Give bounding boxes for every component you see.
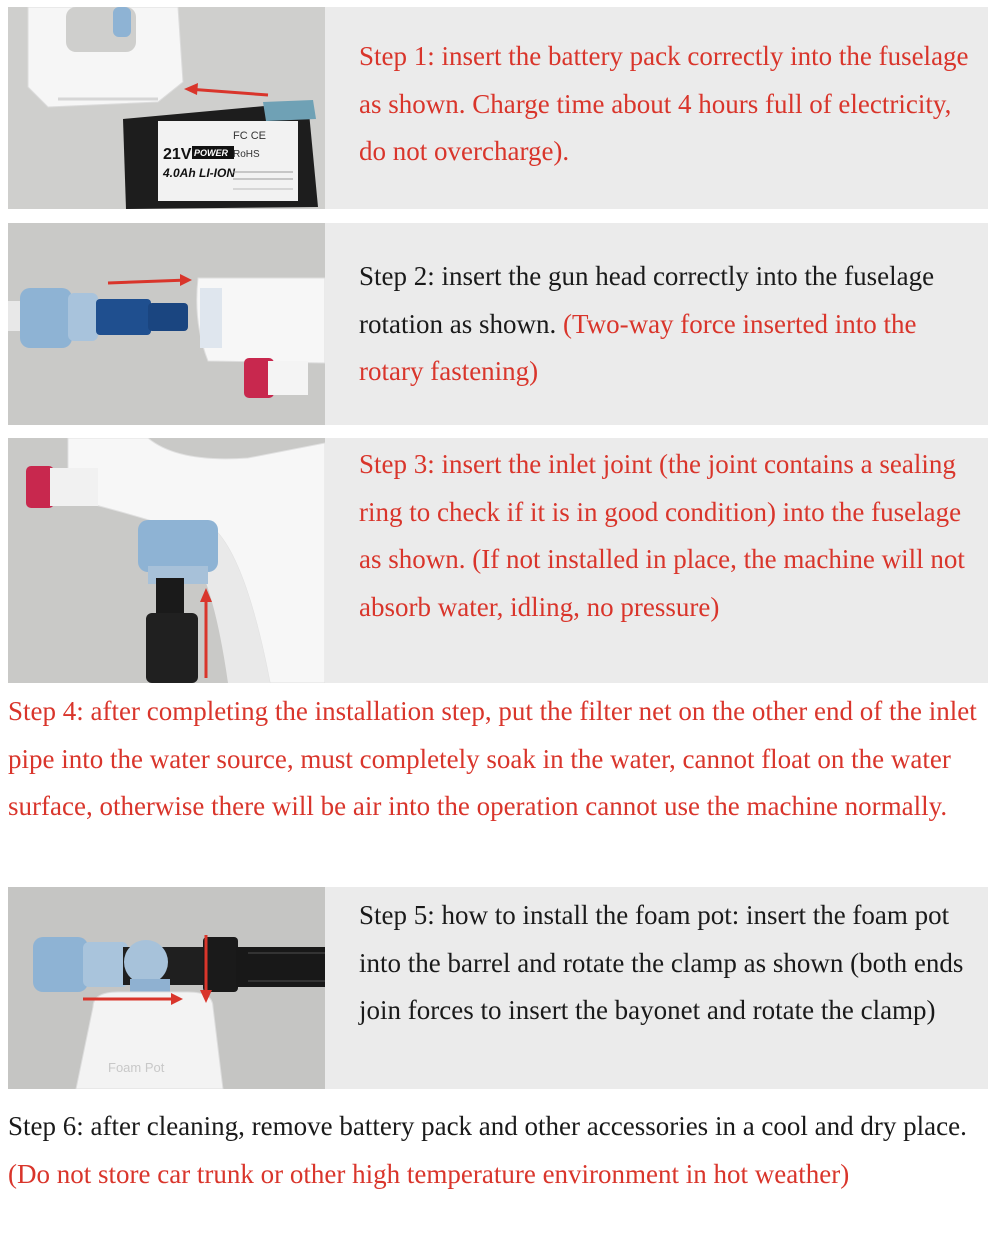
inlet-joint-insertion-illustration (8, 438, 325, 683)
step2-text (359, 253, 984, 396)
step1-panel (8, 7, 988, 209)
step5-panel (8, 887, 988, 1089)
step3-photo (8, 438, 325, 683)
battery-cert-marks: FC CE (233, 130, 266, 142)
step2-panel (8, 223, 988, 425)
gun-head-insertion-illustration (8, 223, 325, 425)
step5-text-part1: Step 5: how to install the foam pot: insert the foam pot into the barrel and rotate the clamp as shown (both ends join forces to insert the bayonet and rotate the clamp) (359, 900, 964, 1025)
battery-insertion-illustration (8, 7, 325, 209)
step1-text (359, 33, 984, 176)
battery-rohs-mark: RoHS (233, 149, 260, 160)
step2-text-part2: (Two-way force inserted into the rotary fastening) (359, 308, 917, 386)
step6-text (8, 1103, 992, 1198)
foam-pot-installation-illustration (8, 887, 325, 1089)
battery-power-label: POWER (194, 148, 229, 158)
step6-text-part1: Step 6: after cleaning, remove battery pack and other accessories in a cool and dry place. (8, 1111, 967, 1141)
step5-photo (8, 887, 325, 1089)
foam-pot-embossed-label: Foam Pot (108, 1060, 165, 1075)
step3-panel (8, 438, 988, 683)
step4-text-part1: Step 4: after completing the installation step, put the filter net on the other end of the inlet pipe into the water source, must completely soak in the water, cannot float on the water surface, otherwise there will be air into the operation cannot use the machine normally. (8, 696, 977, 821)
step6-text-part2: (Do not store car trunk or other high temperature environment in hot weather) (8, 1158, 850, 1189)
step1-text-part1: Step 1: insert the battery pack correctly into the fuselage as shown. Charge time about 4 hours full of electricity, do not overcharge). (359, 41, 969, 166)
battery-voltage-label: 21V (163, 146, 192, 163)
step2-photo (8, 223, 325, 425)
battery-capacity-label: 4.0Ah LI-ION (163, 166, 236, 180)
step3-text-part1: Step 3: insert the inlet joint (the joint contains a sealing ring to check if it is in good condition) into the fuselage as shown. (If not installed in place, the machine will not absorb water, idling, no pressure) (359, 449, 965, 622)
step4-text (8, 688, 992, 831)
step5-text (359, 892, 984, 1035)
step3-text (359, 441, 984, 631)
step2-text-part1: Step 2: insert the gun head correctly into the fuselage rotation as shown. (359, 261, 935, 339)
step1-photo (8, 7, 325, 209)
